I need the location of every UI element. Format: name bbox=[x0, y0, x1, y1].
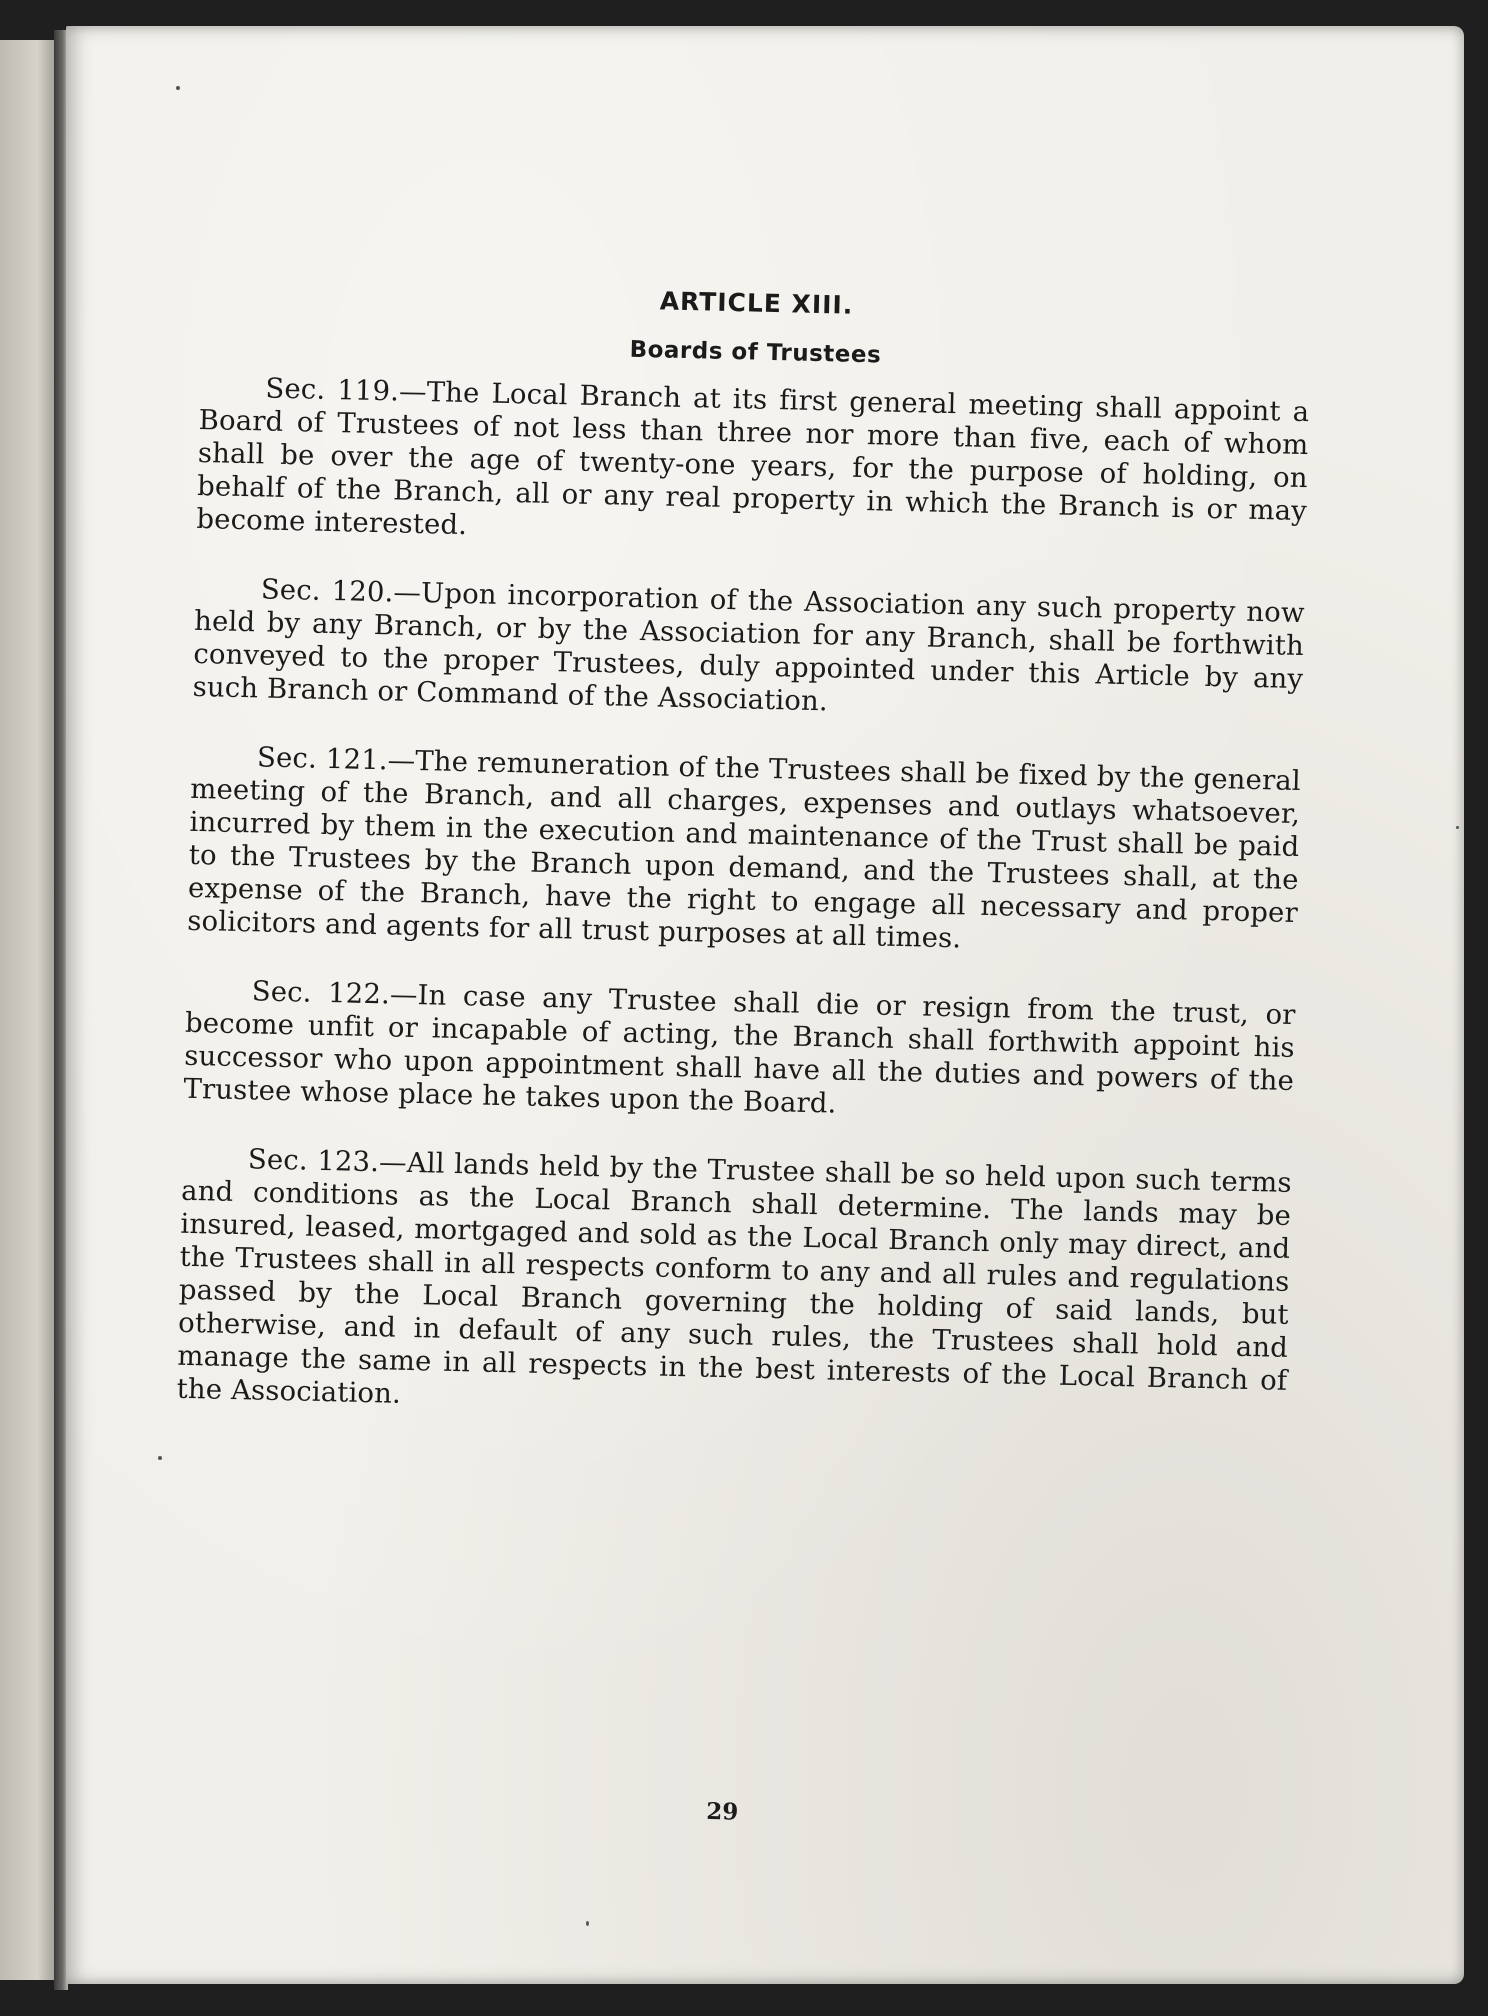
section-121: Sec. 121.—The remuneration of the Trustees shall be fixed by the general meeting of the Branch, and all charges, expenses and outlays whatsoever, incurred by them in the execution and maintenance of the Trust shall be paid to the Trustees by the Branch upon demand, and the Trustees shall, at the expense of the Branch, have the right to engage all necessary and proper solicitors and agents for all trust purposes at all times. bbox=[187, 741, 1302, 955]
section-123: Sec. 123.—All lands held by the Trustee shall be so held upon such terms and conditions as the Local Branch shall determine. The lands may be insured, leased, mortgaged and sold as the Local Branch only may direct, and the Trustees shall in all respects conform to any and all rules and regulations passed by the Local Branch governing the holding of said lands, but otherwise, and in default of any such rules, the Trustees shall hold and manage the same in all respects in the best interests of the Local Branch of the Association. bbox=[176, 1143, 1293, 1410]
paper-speck bbox=[586, 1921, 589, 1926]
paper-speck bbox=[158, 1456, 162, 1460]
page-number: 29 bbox=[705, 1797, 739, 1826]
section-119: Sec. 119.—The Local Branch at its first general meeting shall appoint a Board of Trustees of not less than three nor more than five, each of whom shall be over the age of twenty-one years, for the purpose of holding, on behalf of the Branch, all or any real property in which the Branch is or may become interested. bbox=[196, 372, 1310, 542]
section-title: Boards of Trustees bbox=[629, 336, 882, 369]
document-page bbox=[66, 26, 1464, 1984]
paper-speck bbox=[1456, 826, 1459, 829]
section-122: Sec. 122.—In case any Trustee shall die or resign from the trust, or become unfit or incapable of acting, the Branch shall forthwith appoint his successor who upon appointment shall have all the duties and powers of the Trustee whose place he takes upon the Board. bbox=[183, 975, 1296, 1120]
facing-page-edge bbox=[0, 40, 62, 1980]
article-heading: ARTICLE XIII. bbox=[659, 286, 854, 320]
paper-speck bbox=[176, 86, 180, 90]
section-120: Sec. 120.—Upon incorporation of the Association any such property now held by any Branch, or by the Association for any Branch, shall be forthwith conveyed to the proper Trustees, duly appointed under this Article by any such Branch or Command of the Association. bbox=[192, 573, 1305, 718]
page-text-block bbox=[176, 276, 1312, 1826]
